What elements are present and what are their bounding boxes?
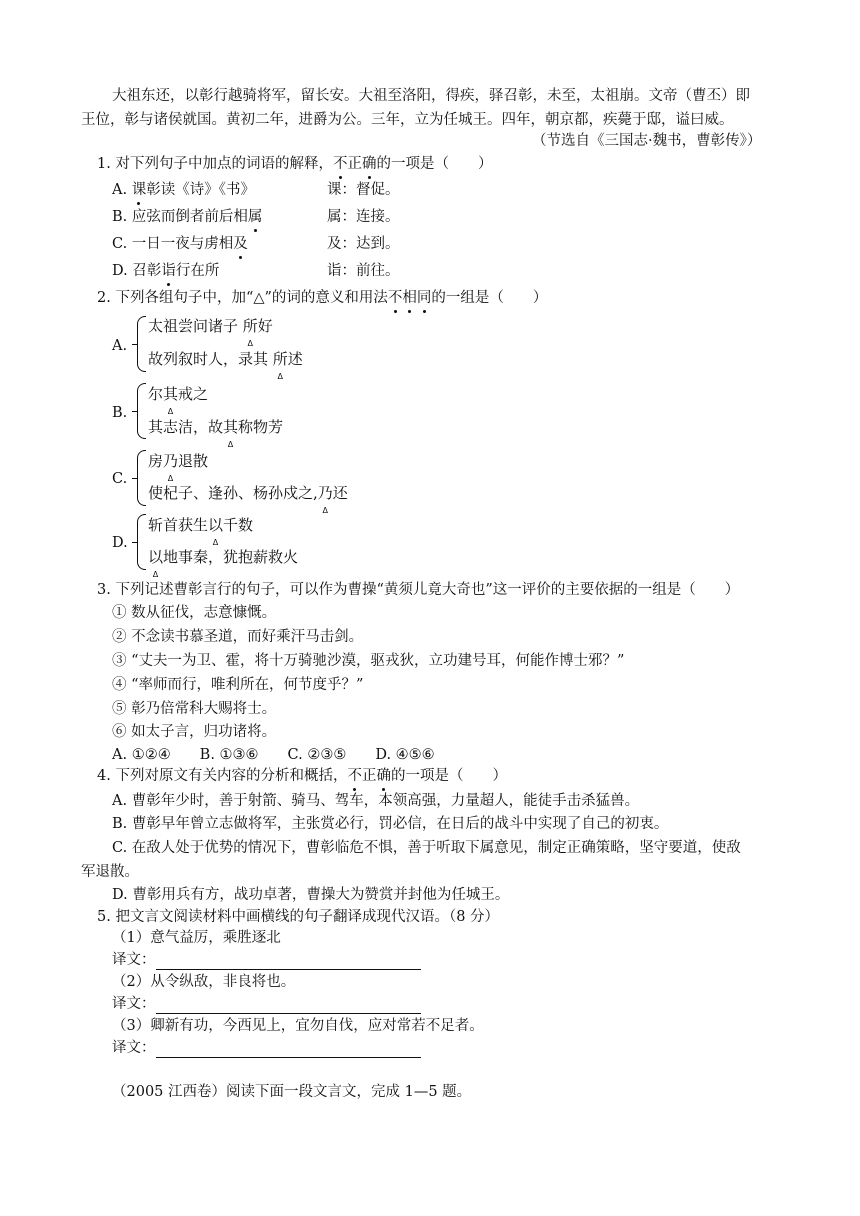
- brace-d: [137, 514, 146, 570]
- q3-item-5: ⑤ 彰乃倍常科大赐将士。: [112, 701, 277, 717]
- passage-line-1: 大祖东还，以彰行越骑将军，留长安。大祖至洛阳，得疾，驿召彰，未至，太祖崩。文帝（曹丕）即: [112, 88, 750, 104]
- q2-option-c-label: C.: [112, 471, 128, 487]
- q2-option-b-sentence-1: 尔其 Δ戒之: [148, 384, 208, 404]
- q3-item-2: ② 不念读书慕圣道，而好乘汗马击剑。: [112, 629, 364, 645]
- q1-option-c: C. 一日一夜与虏相及: [112, 236, 248, 252]
- q1-option-d-explanation: 诣：前往。: [327, 263, 400, 279]
- q4-option-d: D. 曹彰用兵有方，战功卓著，曹操大为赞赏并封他为任城王。: [112, 887, 510, 903]
- q5-sentence-3: （3）卿新有功，今西见上，宜勿自伐，应对常若不足者。: [112, 1018, 484, 1034]
- q2-option-b-label: B.: [112, 405, 128, 421]
- q1-option-d: D. 召彰诣行在所: [112, 263, 220, 279]
- q1-option-a: A. 课彰读《诗》《书》: [112, 182, 255, 198]
- brace-a: [137, 316, 146, 372]
- answer-line[interactable]: [156, 1043, 421, 1058]
- q2-option-d-sentence-1: 斩首获生以 Δ千数: [148, 515, 253, 535]
- q2-option-a-sentence-1: 太祖尝问诸子 所 Δ好: [148, 316, 273, 336]
- q1-option-b-explanation: 属：连接。: [327, 209, 400, 225]
- q2-option-d-sentence-2: 以 Δ地事秦，犹抱薪救火: [148, 547, 298, 567]
- q3-item-4: ④ “率师而行，唯利所在，何节度乎？”: [112, 677, 364, 693]
- q2-option-c-sentence-1: 房乃 Δ退散: [148, 451, 208, 471]
- q5-stem: 5. 把文言文阅读材料中画横线的句子翻译成现代汉语。（8 分）: [97, 909, 500, 925]
- q2-option-d-label: D.: [112, 535, 128, 551]
- q1-option-b: B. 应弦而倒者前后相属: [112, 209, 263, 225]
- emphasis-dot-char: 确: [361, 156, 377, 172]
- triangle-mark: 所 Δ: [243, 316, 258, 336]
- q5-sentence-1: （1）意气益厉，乘胜逐北: [112, 930, 281, 946]
- q3-stem: 3. 下列记述曹彰言行的句子，可以作为曹操“黄须儿竟大奇也”这一评价的主要依据的一组是（ ）: [97, 582, 740, 598]
- answer-line[interactable]: [156, 955, 421, 970]
- q4-option-b: B. 曹彰早年曾立志做将军，主张赏必行，罚必信，在日后的战斗中实现了自己的初衷。: [112, 816, 669, 832]
- q4-option-c-line-2: 军退散。: [81, 864, 139, 880]
- q4-option-c-line-1: C. 在敌人处于优势的情况下，曹彰临危不惧，善于听取下属意见，制定正确策略，坚守要道，使敌: [112, 840, 741, 856]
- q3-item-6: ⑥ 如太子言，归功诸将。: [112, 724, 277, 740]
- next-passage-heading: （2005 江西卷）阅读下面一段文言文，完成 1—5 题。: [112, 1084, 472, 1100]
- q4-stem: 4. 下列对原文有关内容的分析和概括，不正确的一项是（ ）: [97, 768, 507, 784]
- q2-option-c-sentence-2: 使杞子、逢孙、杨孙戍之,乃 Δ还: [148, 483, 348, 503]
- q1-stem: 1. 对下列句子中加点的词语的解释，不正确的一项是（ ）: [97, 156, 493, 172]
- q4-option-a: A. 曹彰年少时，善于射箭、骑马、驾车，本领高强，力量超人，能徒手击杀猛兽。: [112, 793, 640, 809]
- brace-c: [137, 450, 146, 506]
- q2-stem: 2. 下列各组句子中，加“△”的词的意义和用法不相同的一组是（ ）: [97, 290, 548, 306]
- q2-option-b-sentence-2: 其志洁，故其 Δ称物芳: [148, 417, 283, 437]
- q5-translation-3: 译文：: [112, 1038, 421, 1058]
- q2-option-a-sentence-2: 故列叙时人，录其 所 Δ述: [148, 349, 303, 369]
- answer-line[interactable]: [156, 999, 421, 1014]
- passage-line-2: 王位，彰与诸侯就国。黄初二年，进爵为公。三年，立为任城王。四年，朝京都，疾薨于邸，谥曰威。: [81, 112, 734, 128]
- q2-option-a-label: A.: [112, 338, 128, 354]
- brace-b: [137, 383, 146, 439]
- q5-translation-1: 译文：: [112, 950, 421, 970]
- q5-translation-2: 译文：: [112, 994, 421, 1014]
- q3-item-1: ① 数从征伐，志意慷慨。: [112, 605, 277, 621]
- q3-choices: A. ①②④ B. ①③⑥ C. ②③⑤ D. ④⑤⑥: [112, 747, 435, 763]
- q1-option-c-explanation: 及：达到。: [327, 236, 400, 252]
- passage-source: （节选自《三国志·魏书，曹彰传》）: [532, 133, 762, 149]
- emphasis-dot-char: 不: [332, 156, 348, 172]
- q5-sentence-2: （2）从令纵敌，非良将也。: [112, 974, 296, 990]
- q3-item-3: ③ “丈夫一为卫、霍，将十万骑驰沙漠，驱戎狄，立功建号耳，何能作博士邪？”: [112, 653, 625, 669]
- q1-option-a-explanation: 课：督促。: [327, 182, 400, 198]
